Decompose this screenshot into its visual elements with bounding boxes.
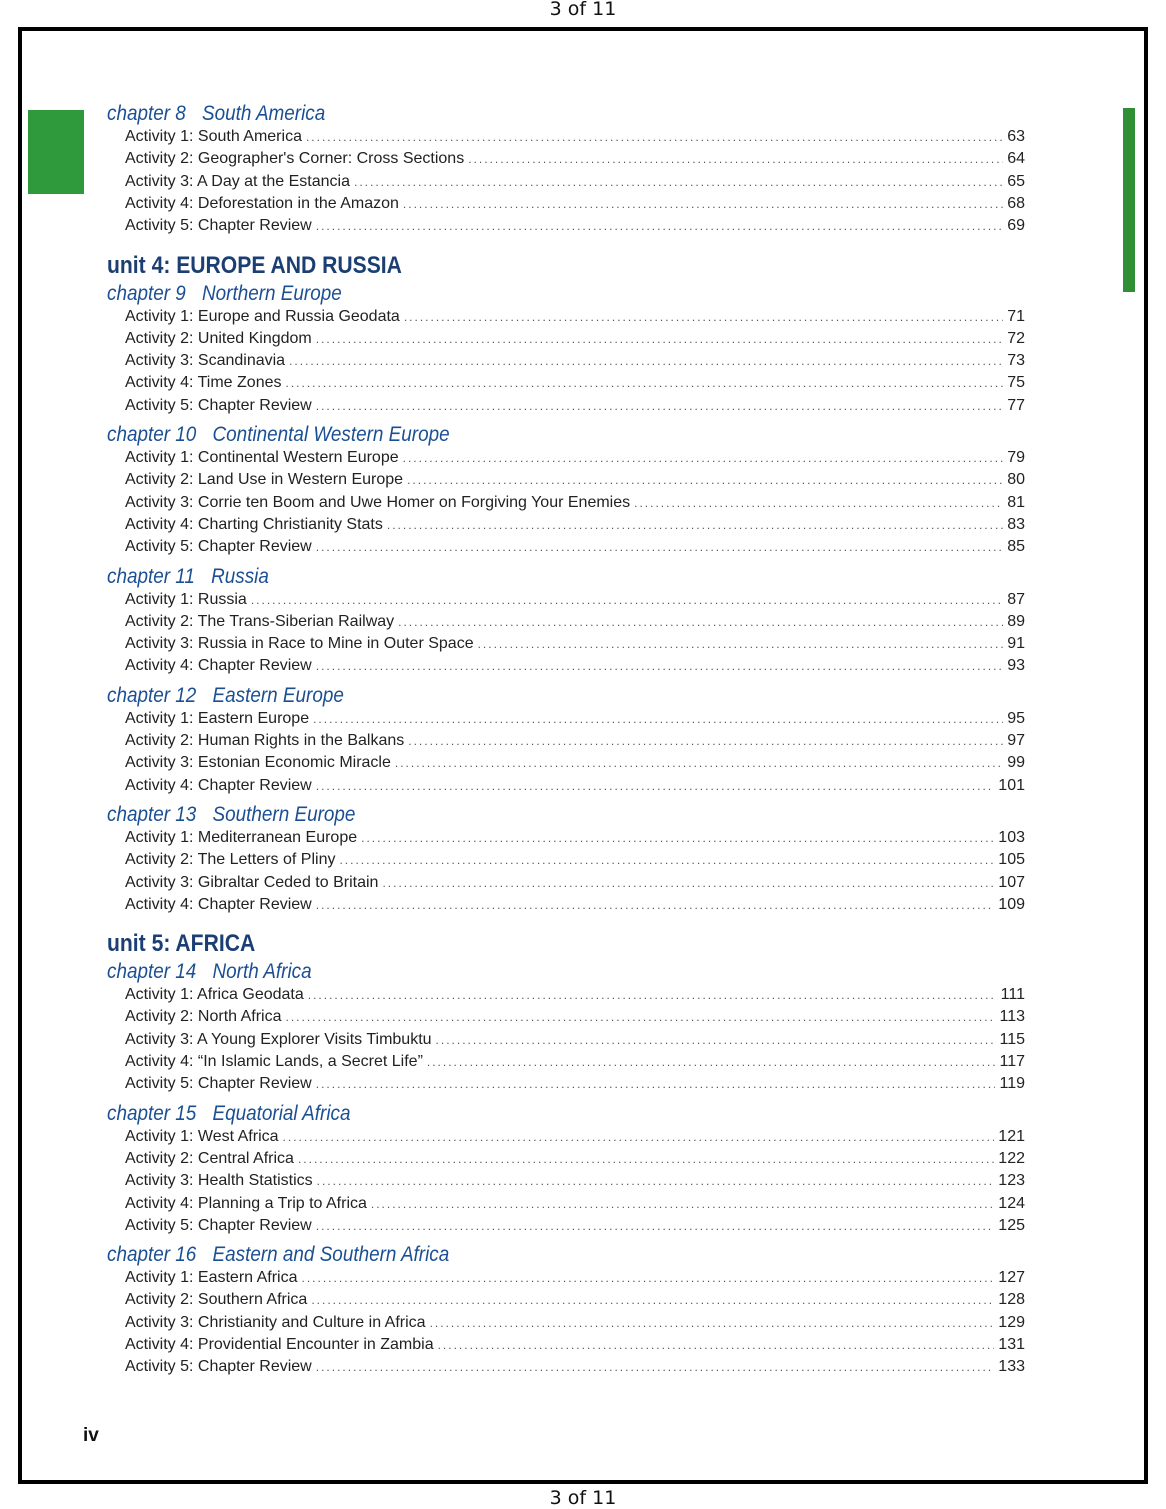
page-number: 91 [1007, 635, 1025, 653]
activity-title: Activity 3: Scandinavia [125, 352, 286, 370]
page-number: 81 [1007, 493, 1025, 511]
toc-entry[interactable] [125, 471, 1025, 493]
page-number: 80 [1007, 471, 1025, 489]
activity-title: Activity 4: Chapter Review [125, 776, 312, 794]
chapter-name: North Africa [212, 960, 312, 984]
toc-entry[interactable] [125, 896, 1025, 918]
activity-title: Activity 3: Christianity and Culture in Africa [125, 1313, 426, 1331]
page-indicator-bottom: 3 of 11 [549, 1487, 617, 1509]
activity-title: Activity 4: Chapter Review [125, 895, 312, 913]
page-number: 117 [999, 1053, 1025, 1070]
dot-leader [316, 540, 1003, 554]
toc-entry[interactable] [125, 374, 1025, 396]
chapter-name: South America [202, 102, 326, 125]
activity-title: Activity 2: Human Rights in the Balkans [125, 732, 405, 749]
activity-title: Activity 3: Corrie ten Boom and Uwe Homer on Forgiving Your Enemies [125, 493, 631, 511]
chapter-label: chapter 10 [107, 423, 197, 446]
dot-leader [316, 779, 995, 793]
toc-entry[interactable] [125, 173, 1025, 195]
toc-entry[interactable] [125, 1217, 1025, 1239]
page-number: 125 [998, 1216, 1025, 1234]
dot-leader [311, 1293, 994, 1307]
toc-entry[interactable] [125, 195, 1025, 217]
toc-entry[interactable] [125, 710, 1025, 732]
page-number: 79 [1007, 449, 1025, 466]
chapter-label: chapter 16 [107, 1243, 197, 1267]
activity-title: Activity 1: West Africa [125, 1127, 279, 1145]
activity-title: Activity 4: Deforestation in the Amazon [125, 194, 399, 212]
activity-title: Activity 4: Time Zones [125, 374, 282, 392]
toc-entry[interactable] [125, 1053, 1025, 1075]
page-number: 95 [1007, 709, 1025, 727]
dot-leader [316, 219, 1003, 233]
activity-title: Activity 2: United Kingdom [125, 329, 312, 347]
toc-entry[interactable] [125, 330, 1025, 352]
chapter-heading [107, 423, 450, 451]
toc-entry[interactable] [125, 1172, 1025, 1194]
page-number: 107 [998, 873, 1025, 891]
page-number: 72 [1007, 329, 1025, 347]
dot-leader [634, 496, 1003, 510]
chapter-label: chapter 11 [107, 564, 195, 588]
toc-entry[interactable] [125, 829, 1025, 851]
activity-title: Activity 4: Providential Encounter in Zambia [125, 1336, 434, 1353]
toc-entry[interactable] [125, 150, 1025, 172]
dot-leader [436, 1033, 996, 1047]
chapter-heading [107, 282, 342, 310]
toc-entry[interactable] [125, 494, 1025, 516]
dot-leader [382, 876, 994, 890]
dot-leader [354, 175, 1003, 189]
page-number: 115 [999, 1030, 1025, 1048]
page-number: 97 [1007, 732, 1025, 749]
toc-entry[interactable] [125, 657, 1025, 679]
activity-title: Activity 1: Africa Geodata [125, 986, 304, 1004]
activity-title: Activity 3: Estonian Economic Miracle [125, 754, 391, 772]
toc-entry[interactable] [125, 308, 1025, 330]
activity-title: Activity 3: A Day at the Estancia [125, 172, 350, 190]
page-folio: iv [83, 1425, 99, 1446]
chapter-heading [107, 684, 344, 712]
activity-title: Activity 1: Eastern Africa [125, 1269, 298, 1287]
dot-leader [430, 1316, 995, 1330]
activity-title: Activity 1: Eastern Europe [125, 709, 310, 727]
toc-entry[interactable] [125, 777, 1025, 799]
activity-title: Activity 1: Mediterranean Europe [125, 828, 358, 846]
toc-entry[interactable] [125, 1269, 1025, 1291]
activity-title: Activity 1: South America [125, 128, 302, 145]
chapter-name: Continental Western Europe [212, 423, 450, 446]
dot-leader [404, 310, 1003, 324]
toc-entry[interactable] [125, 591, 1025, 613]
page-number: 103 [998, 828, 1025, 846]
chapter-heading [107, 1102, 350, 1130]
page-number: 124 [998, 1194, 1025, 1212]
page-number: 113 [999, 1008, 1025, 1026]
activity-title: Activity 1: Russia [125, 590, 247, 608]
dot-leader [395, 756, 1003, 770]
toc-entry[interactable] [125, 217, 1025, 239]
toc-entry[interactable] [125, 1195, 1025, 1217]
page-number: 71 [1007, 307, 1025, 325]
activity-title: Activity 4: Chapter Review [125, 657, 312, 675]
page-number: 87 [1007, 590, 1025, 608]
dot-leader [339, 853, 994, 867]
dot-leader [407, 473, 1003, 487]
activity-title: Activity 2: Central Africa [125, 1149, 294, 1167]
page-number: 63 [1007, 128, 1025, 145]
activity-title: Activity 2: Southern Africa [125, 1291, 308, 1309]
dot-leader [478, 637, 1004, 651]
toc-entry[interactable] [125, 449, 1025, 471]
chapter-heading [107, 1243, 449, 1271]
chapter-label: chapter 8 [107, 102, 186, 125]
dot-leader [316, 399, 1003, 413]
activity-title: Activity 5: Chapter Review [125, 1075, 312, 1093]
activity-title: Activity 2: North Africa [125, 1008, 282, 1026]
toc-entry[interactable] [125, 986, 1025, 1008]
activity-title: Activity 3: Health Statistics [125, 1172, 313, 1190]
toc-entry[interactable] [125, 1336, 1025, 1358]
page-number: 93 [1007, 657, 1025, 675]
page-number: 111 [1000, 986, 1025, 1004]
toc-entry[interactable] [125, 1314, 1025, 1336]
toc-entry[interactable] [125, 1291, 1025, 1313]
dot-leader [316, 332, 1003, 346]
toc-entry[interactable] [125, 1150, 1025, 1172]
toc-entry[interactable] [125, 1075, 1025, 1097]
page-number: 77 [1007, 396, 1025, 414]
chapter-name: Equatorial Africa [212, 1101, 351, 1125]
unit-heading: unit 4: EUROPE AND RUSSIA [107, 251, 402, 279]
dot-leader [298, 1152, 994, 1166]
activity-title: Activity 2: The Trans-Siberian Railway [125, 612, 395, 630]
page-number: 83 [1007, 515, 1025, 533]
dot-leader [403, 451, 1004, 465]
activity-title: Activity 4: “In Islamic Lands, a Secret Life” [125, 1053, 423, 1070]
dot-leader [427, 1055, 996, 1069]
page-number: 129 [998, 1313, 1025, 1331]
toc-entry[interactable] [125, 732, 1025, 754]
page-number: 131 [998, 1336, 1025, 1353]
dot-leader [317, 1174, 995, 1188]
dot-leader [251, 593, 1003, 607]
activity-title: Activity 3: A Young Explorer Visits Timbuktu [125, 1030, 432, 1048]
page-number: 73 [1007, 352, 1025, 370]
page-number: 109 [998, 895, 1025, 913]
activity-title: Activity 4: Planning a Trip to Africa [125, 1194, 367, 1212]
dot-leader [361, 831, 994, 845]
chapter-name: Russia [211, 564, 269, 588]
dot-leader [308, 988, 997, 1002]
page-number: 123 [998, 1172, 1025, 1190]
activity-title: Activity 1: Europe and Russia Geodata [125, 307, 400, 325]
activity-title: Activity 5: Chapter Review [125, 217, 312, 235]
activity-title: Activity 4: Charting Christianity Stats [125, 515, 383, 533]
toc-entry[interactable] [125, 754, 1025, 776]
chapter-heading [107, 565, 269, 593]
activity-title: Activity 5: Chapter Review [125, 1358, 312, 1376]
activity-title: Activity 2: Geographer's Corner: Cross Sections [125, 150, 465, 168]
dot-leader [316, 1360, 995, 1374]
dot-leader [387, 518, 1003, 532]
toc-entry[interactable] [125, 352, 1025, 374]
chapter-heading [107, 102, 325, 130]
activity-title: Activity 2: The Letters of Pliny [125, 851, 336, 869]
dot-leader [316, 1219, 995, 1233]
toc-entry[interactable] [125, 874, 1025, 896]
activity-title: Activity 2: Land Use in Western Europe [125, 471, 404, 489]
dot-leader [313, 712, 1003, 726]
chapter-heading [107, 960, 312, 988]
page-number: 122 [998, 1149, 1025, 1167]
page-number: 105 [998, 851, 1025, 869]
chapter-label: chapter 15 [107, 1101, 197, 1125]
page-number: 65 [1007, 172, 1025, 190]
toc-entry[interactable] [125, 397, 1025, 419]
page-number: 69 [1007, 217, 1025, 235]
chapter-label: chapter 13 [107, 802, 197, 826]
dot-leader [408, 734, 1003, 748]
chapter-name: Southern Europe [212, 802, 356, 826]
page-number: 101 [998, 776, 1025, 794]
dot-leader [403, 197, 1003, 211]
page-number: 75 [1007, 374, 1025, 392]
chapter-name: Northern Europe [202, 281, 342, 305]
dot-leader [306, 130, 1003, 144]
dot-leader [438, 1338, 995, 1352]
activity-title: Activity 5: Chapter Review [125, 538, 312, 556]
toc-entry[interactable] [125, 538, 1025, 560]
dot-leader [468, 152, 1003, 166]
toc-entry[interactable] [125, 1008, 1025, 1030]
chapter-label: chapter 9 [107, 281, 186, 305]
activity-title: Activity 3: Russia in Race to Mine in Outer Space [125, 635, 474, 653]
dot-leader [286, 376, 1004, 390]
toc-entry[interactable] [125, 635, 1025, 657]
toc-entry[interactable] [125, 1128, 1025, 1150]
dot-leader [398, 615, 1003, 629]
page-number: 133 [998, 1358, 1025, 1376]
toc-entry[interactable] [125, 613, 1025, 635]
activity-title: Activity 5: Chapter Review [125, 396, 312, 414]
page-number: 85 [1007, 538, 1025, 556]
chapter-name: Eastern Europe [212, 683, 344, 707]
activity-title: Activity 3: Gibraltar Ceded to Britain [125, 873, 379, 891]
page-indicator: 3 of 11 [549, 0, 617, 20]
dot-leader [283, 1130, 995, 1144]
page-number: 68 [1007, 194, 1025, 212]
page-number: 119 [999, 1075, 1025, 1093]
page-number: 89 [1007, 612, 1025, 630]
page-number: 99 [1007, 754, 1025, 772]
dot-leader [316, 659, 1003, 673]
dot-leader [302, 1271, 995, 1285]
toc-entry[interactable] [125, 851, 1025, 873]
page-number: 127 [998, 1269, 1025, 1287]
dot-leader [286, 1010, 996, 1024]
unit-heading: unit 5: AFRICA [107, 930, 256, 958]
toc-entry[interactable] [125, 128, 1025, 150]
page-number: 128 [998, 1291, 1025, 1309]
page-number: 121 [998, 1127, 1025, 1145]
toc-entry[interactable] [125, 1358, 1025, 1380]
chapter-label: chapter 14 [107, 960, 197, 984]
dot-leader [316, 898, 995, 912]
toc-entry[interactable] [125, 516, 1025, 538]
dot-leader [289, 354, 1003, 368]
chapter-label: chapter 12 [107, 683, 197, 707]
chapter-heading [107, 803, 355, 831]
chapter-name: Eastern and Southern Africa [212, 1243, 450, 1267]
activity-title: Activity 1: Continental Western Europe [125, 449, 399, 466]
toc-entry[interactable] [125, 1031, 1025, 1053]
page-number: 64 [1007, 150, 1025, 168]
dot-leader [371, 1197, 994, 1211]
activity-title: Activity 5: Chapter Review [125, 1216, 312, 1234]
dot-leader [316, 1077, 996, 1091]
